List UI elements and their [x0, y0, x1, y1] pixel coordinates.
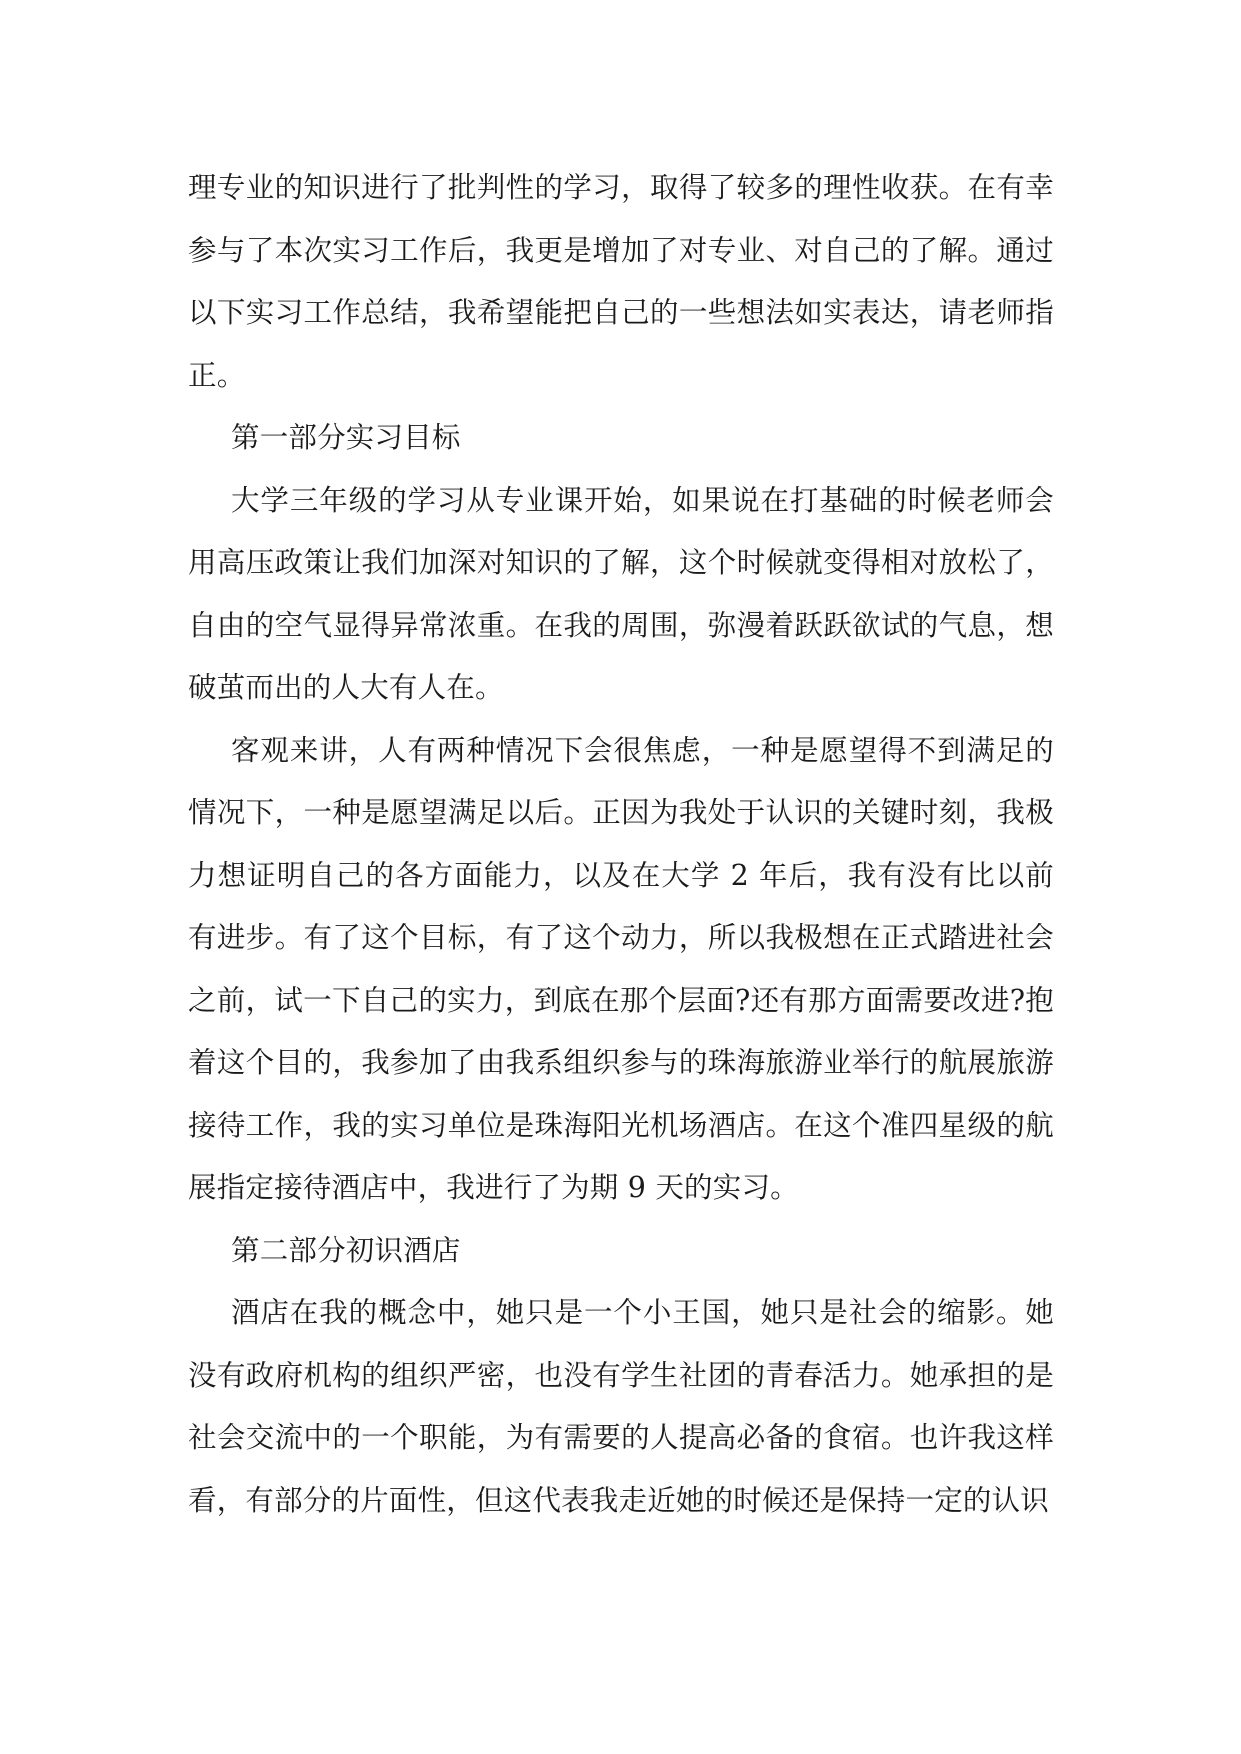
paragraph-intro-continuation: 理专业的知识进行了批判性的学习，取得了较多的理性收获。在有幸参与了本次实习工作后，我更是增加了对专业、对自己的了解。通过以下实习工作总结，我希望能把自己的一些想法如实表达，请老师指正。	[188, 171, 1054, 392]
section-heading-internship-goals: 第一部分实习目标	[231, 421, 461, 454]
paragraph-hotel-concept: 酒店在我的概念中，她只是一个小王国，她只是社会的缩影。她没有政府机构的组织严密，也没有学生社团的青春活力。她承担的是社会交流中的一个职能，为有需要的人提高必备的食宿。也许我这样看，有部分的片面性，但这代表我走近她的时候还是保持一定的认识	[188, 1296, 1054, 1517]
document-body	[188, 157, 1054, 1532]
paragraph-anxiety-and-goal: 客观来讲，人有两种情况下会很焦虑，一种是愿望得不到满足的情况下，一种是愿望满足以后。正因为我处于认识的关键时刻，我极力想证明自己的各方面能力，以及在大学 2 年后，我有没有比以前有进步。有了这个目标，有了这个动力，所以我极想在正式踏进社会之前，试一下自己的实力，到底在那个层面?还有那方面需要改进?抱着这个目的，我参加了由我系组织参与的珠海旅游业举行的航展旅游接待工作，我的实习单位是珠海阳光机场酒店。在这个准四星级的航展指定接待酒店中，我进行了为期 9 天的实习。	[188, 733, 1054, 1204]
section-heading-first-impression-hotel: 第二部分初识酒店	[231, 1233, 461, 1267]
paragraph-third-year-study: 大学三年级的学习从专业课开始，如果说在打基础的时候老师会用高压政策让我们加深对知识的了解，这个时候就变得相对放松了，自由的空气显得异常浓重。在我的周围，弥漫着跃跃欲试的气息，想破茧而出的人大有人在。	[188, 483, 1054, 704]
